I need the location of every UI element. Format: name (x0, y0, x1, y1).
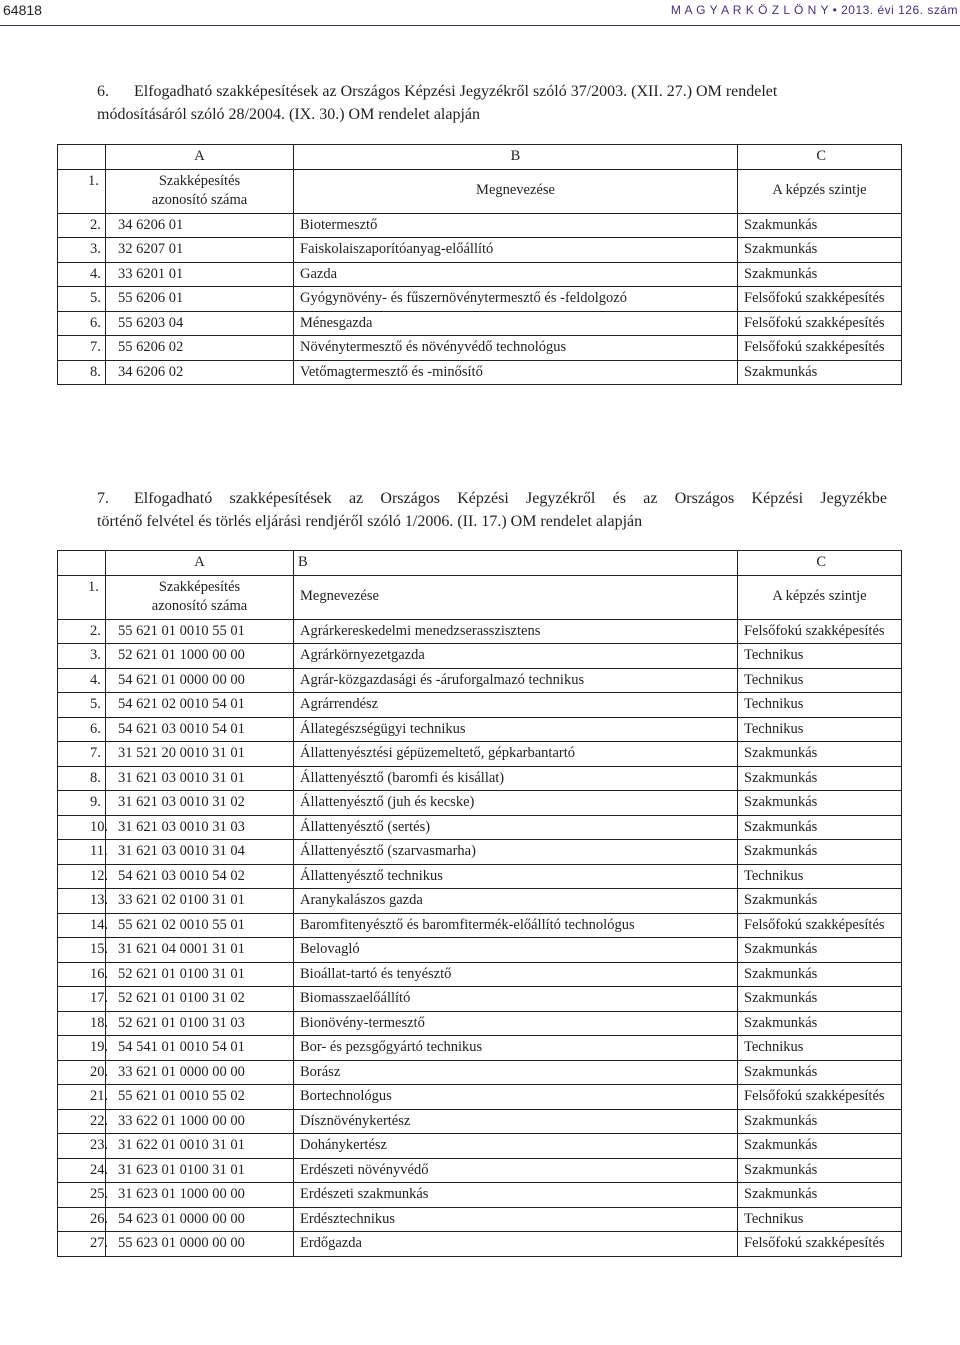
row-level: Szakmunkás (738, 1011, 902, 1036)
header-code-line1: Szakképesítés (158, 578, 241, 595)
row-number: 8. (58, 360, 106, 385)
row-number: 6. (58, 717, 106, 742)
section-7-number: 7. (97, 490, 109, 507)
row-level: Technikus (738, 864, 902, 889)
header-row-number: 1. (58, 169, 106, 213)
header-name: Megnevezése (294, 169, 738, 213)
row-number: 15. (58, 938, 106, 963)
section-7-title-line2: történő felvétel és törlés eljárási rendjéről szóló 1/2006. (II. 17.) OM rendelet alapján (97, 513, 643, 530)
row-level: Technikus (738, 644, 902, 669)
row-code: 52 621 01 0100 31 03 (106, 1011, 294, 1036)
row-code: 55 6206 01 (106, 287, 294, 312)
table-row (58, 287, 902, 312)
column-letters-row (58, 551, 902, 576)
row-name: Agrárkörnyezetgazda (294, 644, 738, 669)
row-code: 33 622 01 1000 00 00 (106, 1109, 294, 1134)
row-name: Bortechnológus (294, 1085, 738, 1110)
column-letter-blank (58, 551, 106, 576)
row-name: Baromfitenyésztő és baromfitermék-előállító technológus (294, 913, 738, 938)
row-level: Technikus (738, 1036, 902, 1061)
row-code: 32 6207 01 (106, 238, 294, 263)
table-row (58, 766, 902, 791)
table-row (58, 1036, 902, 1061)
table-row (58, 840, 902, 865)
row-name: Biotermesztő (294, 213, 738, 238)
row-level: Szakmunkás (738, 238, 902, 263)
row-level: Szakmunkás (738, 815, 902, 840)
row-name: Agrárkereskedelmi menedzserasszisztens (294, 619, 738, 644)
row-name: Biomasszaelőállító (294, 987, 738, 1012)
row-name: Bioállat-tartó és tenyésztő (294, 962, 738, 987)
table-row (58, 668, 902, 693)
row-number: 12. (58, 864, 106, 889)
row-number: 5. (58, 287, 106, 312)
section-6-number: 6. (97, 83, 109, 100)
row-level: Felsőfokú szakképesítés (738, 1085, 902, 1110)
table-row (58, 1183, 902, 1208)
header-code-line2: azonosító száma (151, 598, 248, 614)
row-number: 16. (58, 962, 106, 987)
row-number: 24. (58, 1158, 106, 1183)
section-6-table (57, 144, 902, 385)
row-level: Felsőfokú szakképesítés (738, 287, 902, 312)
table-row (58, 864, 902, 889)
row-level: Szakmunkás (738, 791, 902, 816)
column-letter-a: A (106, 551, 294, 576)
table-row (58, 693, 902, 718)
row-name: Agrárrendész (294, 693, 738, 718)
row-code: 34 6206 01 (106, 213, 294, 238)
row-number: 9. (58, 791, 106, 816)
row-name: Állattenyésztő technikus (294, 864, 738, 889)
section-7-table (57, 550, 902, 1257)
row-level: Szakmunkás (738, 1158, 902, 1183)
table-header-row (58, 575, 902, 619)
row-level: Technikus (738, 1207, 902, 1232)
row-code: 54 623 01 0000 00 00 (106, 1207, 294, 1232)
row-number: 27. (58, 1232, 106, 1257)
table-row (58, 815, 902, 840)
row-level: Felsőfokú szakképesítés (738, 913, 902, 938)
row-level: Felsőfokú szakképesítés (738, 311, 902, 336)
row-name: Aranykalászos gazda (294, 889, 738, 914)
header-code (106, 169, 294, 213)
table-row (58, 717, 902, 742)
row-code: 33 6201 01 (106, 262, 294, 287)
table-header-row (58, 169, 902, 213)
row-number: 3. (58, 238, 106, 263)
row-code: 54 621 02 0010 54 01 (106, 693, 294, 718)
column-letters-row (58, 145, 902, 170)
row-code: 33 621 02 0100 31 01 (106, 889, 294, 914)
row-number: 23. (58, 1134, 106, 1159)
row-number: 10. (58, 815, 106, 840)
row-number: 2. (58, 619, 106, 644)
row-code: 54 541 01 0010 54 01 (106, 1036, 294, 1061)
header-level: A képzés szintje (738, 575, 902, 619)
table-row (58, 311, 902, 336)
row-name: Dísznövénykertész (294, 1109, 738, 1134)
table-row (58, 1011, 902, 1036)
row-number: 7. (58, 742, 106, 767)
row-number: 13. (58, 889, 106, 914)
header-code (106, 575, 294, 619)
row-code: 54 621 03 0010 54 01 (106, 717, 294, 742)
column-letter-b: B (294, 551, 738, 576)
row-number: 7. (58, 336, 106, 361)
row-name: Belovagló (294, 938, 738, 963)
row-name: Növénytermesztő és növényvédő technológus (294, 336, 738, 361)
row-name: Faiskolaiszaporítóanyag-előállító (294, 238, 738, 263)
row-number: 2. (58, 213, 106, 238)
column-letter-a: A (106, 145, 294, 170)
row-number: 25. (58, 1183, 106, 1208)
row-number: 3. (58, 644, 106, 669)
table-row (58, 213, 902, 238)
row-name: Állattenyésztő (juh és kecske) (294, 791, 738, 816)
header-rule (0, 25, 960, 26)
row-level: Szakmunkás (738, 1183, 902, 1208)
row-code: 31 623 01 0100 31 01 (106, 1158, 294, 1183)
header-row-number: 1. (58, 575, 106, 619)
row-name: Erdésztechnikus (294, 1207, 738, 1232)
row-code: 31 621 03 0010 31 02 (106, 791, 294, 816)
row-level: Technikus (738, 693, 902, 718)
row-number: 8. (58, 766, 106, 791)
journal-title: M A G Y A R K Ö Z L Ö N Y • 2013. évi 126. szám (670, 3, 958, 17)
row-code: 34 6206 02 (106, 360, 294, 385)
header-name: Megnevezése (294, 575, 738, 619)
row-code: 55 623 01 0000 00 00 (106, 1232, 294, 1257)
column-letter-blank (58, 145, 106, 170)
header-code-line2: azonosító száma (151, 192, 248, 208)
row-name: Bor- és pezsgőgyártó technikus (294, 1036, 738, 1061)
row-level: Szakmunkás (738, 1060, 902, 1085)
row-number: 6. (58, 311, 106, 336)
row-code: 52 621 01 0100 31 01 (106, 962, 294, 987)
row-code: 31 621 03 0010 31 03 (106, 815, 294, 840)
row-code: 55 6206 02 (106, 336, 294, 361)
row-number: 4. (58, 668, 106, 693)
row-code: 31 621 04 0001 31 01 (106, 938, 294, 963)
table-row (58, 987, 902, 1012)
table-row (58, 1109, 902, 1134)
row-code: 33 621 01 0000 00 00 (106, 1060, 294, 1085)
table-row (58, 913, 902, 938)
table-row (58, 336, 902, 361)
row-code: 55 621 02 0010 55 01 (106, 913, 294, 938)
table-row (58, 1158, 902, 1183)
row-name: Állattenyésztő (baromfi és kisállat) (294, 766, 738, 791)
row-code: 52 621 01 0100 31 02 (106, 987, 294, 1012)
row-level: Szakmunkás (738, 213, 902, 238)
header-level: A képzés szintje (738, 169, 902, 213)
row-code: 55 621 01 0010 55 01 (106, 619, 294, 644)
row-name: Borász (294, 1060, 738, 1085)
row-name: Gyógynövény- és fűszernövénytermesztő és -feldolgozó (294, 287, 738, 312)
row-code: 31 621 03 0010 31 04 (106, 840, 294, 865)
row-level: Szakmunkás (738, 987, 902, 1012)
row-level: Szakmunkás (738, 962, 902, 987)
row-level: Szakmunkás (738, 1134, 902, 1159)
row-code: 55 6203 04 (106, 311, 294, 336)
table-row (58, 1232, 902, 1257)
row-number: 19. (58, 1036, 106, 1061)
row-name: Állategészségügyi technikus (294, 717, 738, 742)
row-number: 26. (58, 1207, 106, 1232)
section-6-title-line2: módosításáról szóló 28/2004. (IX. 30.) OM rendelet alapján (97, 106, 481, 123)
table-row (58, 742, 902, 767)
row-number: 5. (58, 693, 106, 718)
row-level: Szakmunkás (738, 262, 902, 287)
column-letter-b: B (294, 145, 738, 170)
table-row (58, 791, 902, 816)
row-level: Szakmunkás (738, 889, 902, 914)
table-row (58, 360, 902, 385)
row-code: 55 621 01 0010 55 02 (106, 1085, 294, 1110)
row-name: Erdőgazda (294, 1232, 738, 1257)
section-7-title (97, 487, 887, 533)
row-number: 18. (58, 1011, 106, 1036)
table-row (58, 262, 902, 287)
row-number: 17. (58, 987, 106, 1012)
table-row (58, 1207, 902, 1232)
row-number: 21. (58, 1085, 106, 1110)
table-row (58, 889, 902, 914)
row-name: Agrár-közgazdasági és -áruforgalmazó technikus (294, 668, 738, 693)
row-level: Felsőfokú szakképesítés (738, 619, 902, 644)
row-code: 52 621 01 1000 00 00 (106, 644, 294, 669)
row-level: Felsőfokú szakképesítés (738, 1232, 902, 1257)
table-row (58, 962, 902, 987)
row-level: Szakmunkás (738, 766, 902, 791)
row-level: Szakmunkás (738, 360, 902, 385)
table-row (58, 619, 902, 644)
row-level: Felsőfokú szakképesítés (738, 336, 902, 361)
section-6-title-line1: Elfogadható szakképesítések az Országos Képzési Jegyzékről szóló 37/2003. (XII. 27.) OM rendelet (134, 83, 778, 100)
row-code: 31 622 01 0010 31 01 (106, 1134, 294, 1159)
row-name: Erdészeti növényvédő (294, 1158, 738, 1183)
row-name: Állattenyésztő (sertés) (294, 815, 738, 840)
row-number: 14. (58, 913, 106, 938)
section-7-title-line1: Elfogadható szakképesítések az Országos Képzési Jegyzékről és az Országos Képzési Jegyzékbe (134, 490, 887, 507)
row-name: Bionövény-termesztő (294, 1011, 738, 1036)
row-code: 31 521 20 0010 31 01 (106, 742, 294, 767)
row-code: 54 621 01 0000 00 00 (106, 668, 294, 693)
column-letter-c: C (738, 145, 902, 170)
row-name: Ménesgazda (294, 311, 738, 336)
page-header (0, 0, 960, 30)
row-number: 20. (58, 1060, 106, 1085)
row-code: 54 621 03 0010 54 02 (106, 864, 294, 889)
row-name: Vetőmagtermesztő és -minősítő (294, 360, 738, 385)
row-level: Szakmunkás (738, 938, 902, 963)
row-name: Dohánykertész (294, 1134, 738, 1159)
table-row (58, 1085, 902, 1110)
row-code: 31 621 03 0010 31 01 (106, 766, 294, 791)
row-name: Erdészeti szakmunkás (294, 1183, 738, 1208)
row-level: Technikus (738, 717, 902, 742)
row-name: Állattenyésztő (szarvasmarha) (294, 840, 738, 865)
row-number: 4. (58, 262, 106, 287)
row-number: 22. (58, 1109, 106, 1134)
column-letter-c: C (738, 551, 902, 576)
table-row (58, 238, 902, 263)
row-level: Szakmunkás (738, 840, 902, 865)
table-row (58, 1060, 902, 1085)
table-row (58, 1134, 902, 1159)
row-name: Gazda (294, 262, 738, 287)
row-level: Szakmunkás (738, 1109, 902, 1134)
section-6-title (97, 80, 887, 126)
row-name: Állattenyésztési gépüzemeltető, gépkarbantartó (294, 742, 738, 767)
row-level: Technikus (738, 668, 902, 693)
row-level: Szakmunkás (738, 742, 902, 767)
row-code: 31 623 01 1000 00 00 (106, 1183, 294, 1208)
table-row (58, 644, 902, 669)
page-number: 64818 (3, 2, 42, 18)
table-row (58, 938, 902, 963)
header-code-line1: Szakképesítés (158, 172, 241, 189)
row-number: 11. (58, 840, 106, 865)
